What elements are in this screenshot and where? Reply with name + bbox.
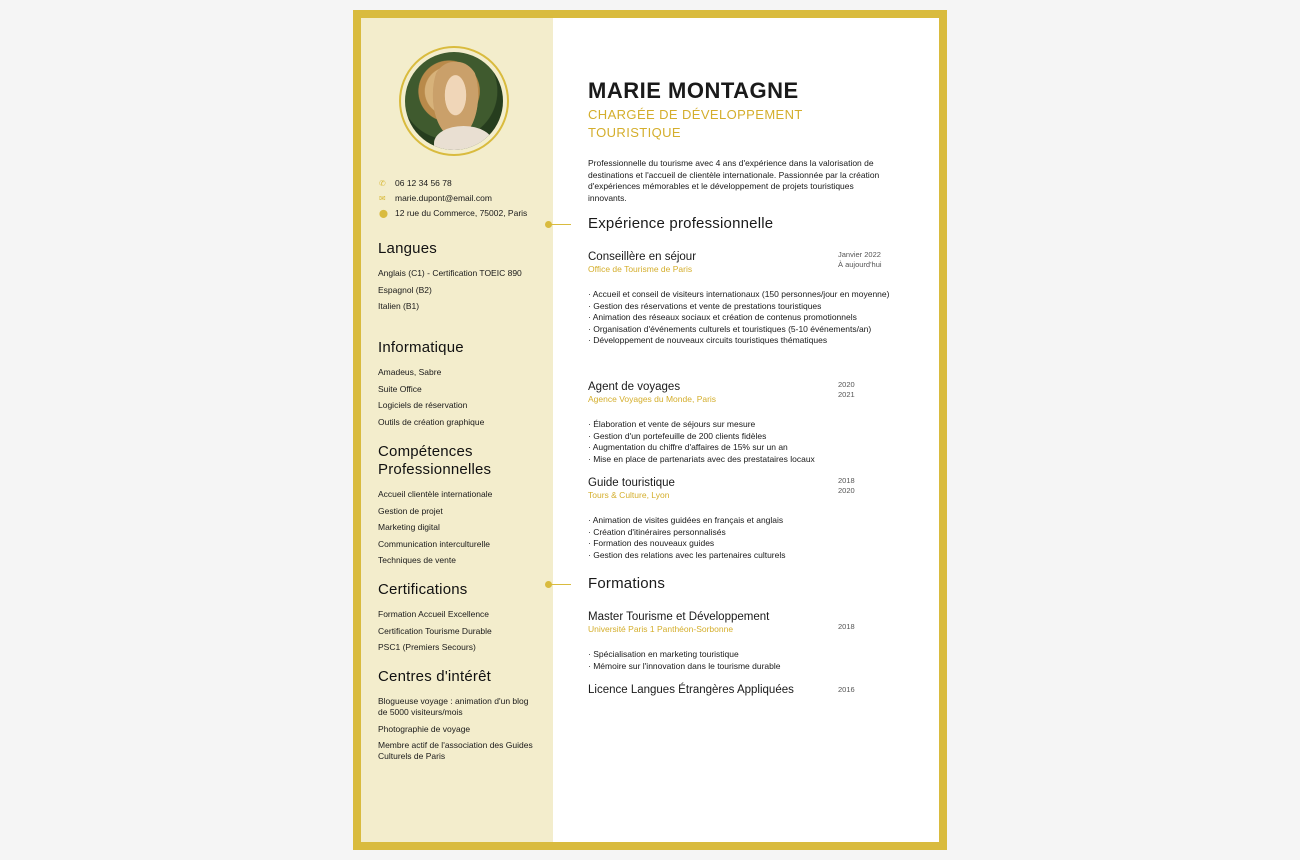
formation-bullets [588,649,908,672]
list-item: Gestion de projet [378,505,443,516]
phone-icon: ✆ [379,179,386,188]
section-interets [378,668,538,768]
job-bullets [588,515,908,561]
section-title: Compétences Professionnelles [378,443,492,478]
contact-block [379,178,539,223]
formation-entry [588,610,908,672]
list-item: Formation Accueil Excellence [378,609,490,619]
formations-section-title: Formations [588,575,666,592]
address-text: 12 rue du Commerce, 75002, Paris [395,208,528,218]
list-item: · Gestion d'un portefeuille de 200 clients fidèles [588,431,908,443]
list-item: Outils de création graphique [378,416,485,427]
formation-title: Licence Langues Étrangères Appliquées [588,684,794,696]
list-item: Italien (B1) [378,301,420,311]
location-pin-icon: ⬤ [379,209,388,218]
list-item: · Formation des nouveaux guides [588,538,908,550]
job-entry-org: Tours & Culture, Lyon [588,490,670,500]
date-start: 2018 [838,476,855,485]
date-end: 2020 [838,486,855,495]
list-item: · Organisation d'événements culturels et touristiques (5-10 événements/an) [588,324,908,336]
job-title: CHARGÉE DE DÉVELOPPEMENT TOURISTIQUE [588,107,803,140]
date-start: Janvier 2022 [838,250,881,259]
section-competences [378,443,538,572]
job-entry-org: Agence Voyages du Monde, Paris [588,394,717,404]
date-start: 2020 [838,380,855,389]
section-connector [549,224,571,225]
section-informatique [378,339,538,433]
list-item: · Mémoire sur l'innovation dans le tourisme durable [588,661,908,673]
list-item: Amadeus, Sabre [378,367,442,377]
list-item: · Accueil et conseil de visiteurs internationaux (150 personnes/jour en moyenne) [588,289,908,301]
main-content [553,18,939,842]
mail-icon: ✉ [379,194,386,203]
list-item: · Création d'itinéraires personnalisés [588,527,908,539]
list-item: Accueil clientèle internationale [378,489,493,499]
list-item: Suite Office [378,383,422,394]
job-entry [588,380,908,465]
section-title: Centres d'intérêt [378,668,491,685]
list-item: · Augmentation du chiffre d'affaires de 15% sur un an [588,442,908,454]
formation-date: 2016 [838,685,855,694]
email-text: marie.dupont@email.com [395,193,492,203]
date-end: À aujourd'hui [838,260,882,269]
experience-section-title: Expérience professionnelle [588,215,774,232]
list-item: Communication interculturelle [378,538,490,549]
section-title: Informatique [378,339,464,356]
date-end: 2021 [838,390,855,399]
list-item: · Animation de visites guidées en français et anglais [588,515,908,527]
list-item: · Développement de nouveaux circuits touristiques thématiques [588,335,908,347]
list-item: · Gestion des réservations et vente de prestations touristiques [588,301,908,313]
section-langues [378,240,538,318]
list-item: Espagnol (B2) [378,284,432,295]
job-entry-org: Office de Tourisme de Paris [588,264,693,274]
list-item: PSC1 (Premiers Secours) [378,642,476,652]
list-item: · Spécialisation en marketing touristique [588,649,908,661]
job-bullets [588,289,908,347]
contact-address [379,208,539,219]
contact-email [379,193,539,204]
person-name: MARIE MONTAGNE [588,78,799,103]
list-item: Logiciels de réservation [378,400,468,410]
profile-summary: Professionnelle du tourisme avec 4 ans d'expérience dans la valorisation de destinations et l'accueil de clientèle internationale. Passionnée par la création d'expériences mémorables et le développement de projets touristiques innovants. [588,158,880,203]
formation-school: Université Paris 1 Panthéon-Sorbonne [588,624,734,634]
job-entry-title: Agent de voyages [588,381,681,393]
section-title: Certifications [378,581,468,598]
sidebar [361,18,553,842]
list-item: Anglais (C1) - Certification TOEIC 890 [378,268,522,278]
list-item: · Élaboration et vente de séjours sur mesure [588,419,908,431]
formation-title: Master Tourisme et Développement [588,611,770,623]
list-item: · Gestion des relations avec les partenaires culturels [588,550,908,562]
section-certifications [378,581,538,659]
formation-date: 2018 [838,622,855,631]
list-item: Certification Tourisme Durable [378,625,492,636]
section-title: Langues [378,240,437,257]
resume-page [353,10,947,850]
profile-photo [399,46,509,156]
job-entry-title: Guide touristique [588,477,675,489]
job-entry-title: Conseillère en séjour [588,251,697,263]
section-connector [549,584,571,585]
job-entry-date [838,380,908,400]
contact-phone [379,178,539,189]
list-item: Techniques de vente [378,555,456,565]
list-item: Membre actif de l'association des Guides Culturels de Paris [378,740,533,761]
list-item: · Mise en place de partenariats avec des prestataires locaux [588,454,908,466]
list-item: Marketing digital [378,522,440,532]
job-entry [588,476,908,561]
formation-entry [588,683,908,697]
list-item: Photographie de voyage [378,723,471,734]
job-bullets [588,419,908,465]
list-item: Blogueuse voyage : animation d'un blog de 5000 visiteurs/mois [378,696,529,717]
list-item: · Animation des réseaux sociaux et création de contenus promotionnels [588,312,908,324]
job-entry-date [838,476,908,496]
job-entry [588,250,908,347]
phone-text: 06 12 34 56 78 [395,178,452,188]
job-entry-date [838,250,908,270]
